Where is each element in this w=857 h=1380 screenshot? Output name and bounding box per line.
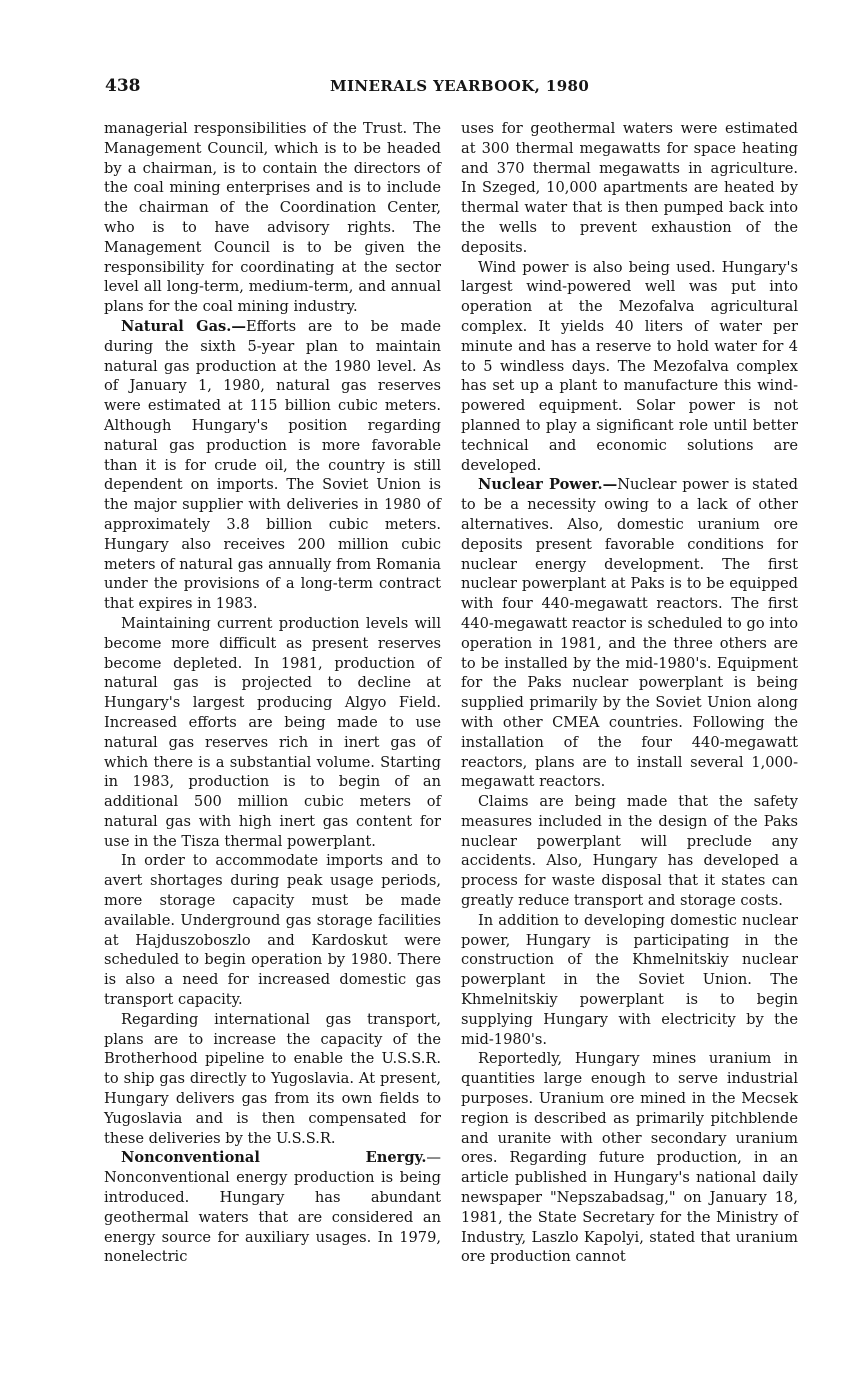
paragraph-coal-management: managerial responsibilities of the Trust. The Management Council, which is to be headed by a chairman, is to contain the directors of the coal mining enterprises and is to include the chairman of the Coordination Center, who is to have advisory rights. The Management Council is to be given the responsibility for coordinating at the sector level all long-term, medium-term, and annual plans for the coal mining industry. [104, 120, 441, 316]
section-heading-nuclear-power: Nuclear Power.— [478, 476, 618, 494]
paragraph-text: Nuclear power is stated to be a necessity owing to a lack of other alternatives. Also, domestic uranium ore deposits present favorable conditions for nuclear energy development. The first nuclear powerplant at Paks is to be equipped with four 440-megawatt reactors. The first 440-megawatt reactor is scheduled to go into operation in 1981, and the three others are to be installed by the mid-1980's. Equipment for the Paks nuclear powerplant is being supplied primarily by the Soviet Union along with other CMEA countries. Following the installation of the four 440-megawatt reactors, plans are to install several 1,000-megawatt reactors. [461, 476, 799, 791]
section-heading-nonconventional-energy: Nonconventional Energy. [121, 1149, 427, 1167]
paragraph-nuclear-power [461, 475, 798, 792]
left-column [104, 119, 441, 1267]
paragraph-geothermal-uses: uses for geothermal waters were estimated at 300 thermal megawatts for space heating and 370 thermal megawatts in agriculture. In Szeged, 10,000 apartments are heated by thermal water that is then pumped back into the wells to prevent exhaustion of the deposits. [461, 120, 798, 256]
page-number: 438 [105, 76, 141, 96]
page-header [0, 74, 857, 98]
paragraph-text: —Nonconventional energy production is being introduced. Hungary has abundant geothermal waters that are considered an energy source for auxiliary usages. In 1979, nonelectric [104, 1149, 441, 1266]
section-heading-natural-gas: Natural Gas.— [121, 317, 246, 335]
right-column [461, 119, 798, 1267]
paragraph-wind-power: Wind power is also being used. Hungary's largest wind-powered well was put into operation at the Mezofalva agricultural complex. It yields 40 liters of water per minute and has a reserve to hold water for 4 to 5 windless days. The Mezofalva complex has set up a plant to manufacture this wind-powered equipment. Solar power is not planned to play a significant role until better technical and economic solutions are developed. [461, 258, 798, 474]
paragraph-production-levels: Maintaining current production levels will become more difficult as present reserves become depleted. In 1981, production of natural gas is projected to decline at Hungary's largest producing Algyo Field. Increased efforts are being made to use natural gas reserves rich in inert gas of which there is a substantial volume. Starting in 1983, production is to begin of an additional 500 million cubic meters of natural gas with high inert gas content for use in the Tisza thermal powerplant. [104, 614, 441, 850]
paragraph-natural-gas [104, 317, 441, 614]
paragraph-international-transport: Regarding international gas transport, plans are to increase the capacity of the Brotherhood pipeline to enable the U.S.S.R. to ship gas directly to Yugoslavia. At present, Hungary delivers gas from its own fields to Yugoslavia and is then compensated for these deliveries by the U.S.S.R. [104, 1010, 441, 1147]
paragraph-gas-storage: In order to accommodate imports and to avert shortages during peak usage periods, more storage capacity must be made available. Underground gas storage facilities at Hajduszoboszlo and Kardoskut were scheduled to begin operation by 1980. There is also a need for increased domestic gas transport capacity. [104, 852, 441, 1009]
paragraph-uranium-mining: Reportedly, Hungary mines uranium in quantities large enough to serve industrial purposes. Uranium ore mined in the Mecsek region is described as primarily pitchblende and uranite with other secondary uranium ores. Regarding future production, in an article published in Hungary's national daily newspaper "Nepszabadsag," on January 18, 1981, the State Secretary for the Ministry of Industry, Laszlo Kapolyi, stated that uranium ore production cannot [461, 1050, 798, 1266]
paragraph-khmelnitskiy: In addition to developing domestic nuclear power, Hungary is participating in the construction of the Khmelnitskiy nuclear powerplant in the Soviet Union. The Khmelnitskiy powerplant is to begin supplying Hungary with electricity by the mid-1980's. [461, 911, 798, 1048]
paragraph-safety-measures: Claims are being made that the safety measures included in the design of the Paks nuclear powerplant will preclude any accidents. Also, Hungary has developed a process for waste disposal that it states can greatly reduce transport and storage costs. [461, 793, 798, 910]
running-title: MINERALS YEARBOOK, 1980 [330, 77, 590, 95]
paragraph-nonconventional-energy [104, 1148, 441, 1267]
paragraph-text: Efforts are to be made during the sixth 5-year plan to maintain natural gas production at the 1980 level. As of January 1, 1980, natural gas reserves were estimated at 115 billion cubic meters. Although Hungary's position regarding natural gas production is more favorable than it is for crude oil, the country is still dependent on imports. The Soviet Union is the major supplier with deliveries in 1980 of approximately 3.8 billion cubic meters. Hungary also receives 200 million cubic meters of natural gas annually from Romania under the provisions of a long-term contract that expires in 1983. [104, 317, 441, 613]
